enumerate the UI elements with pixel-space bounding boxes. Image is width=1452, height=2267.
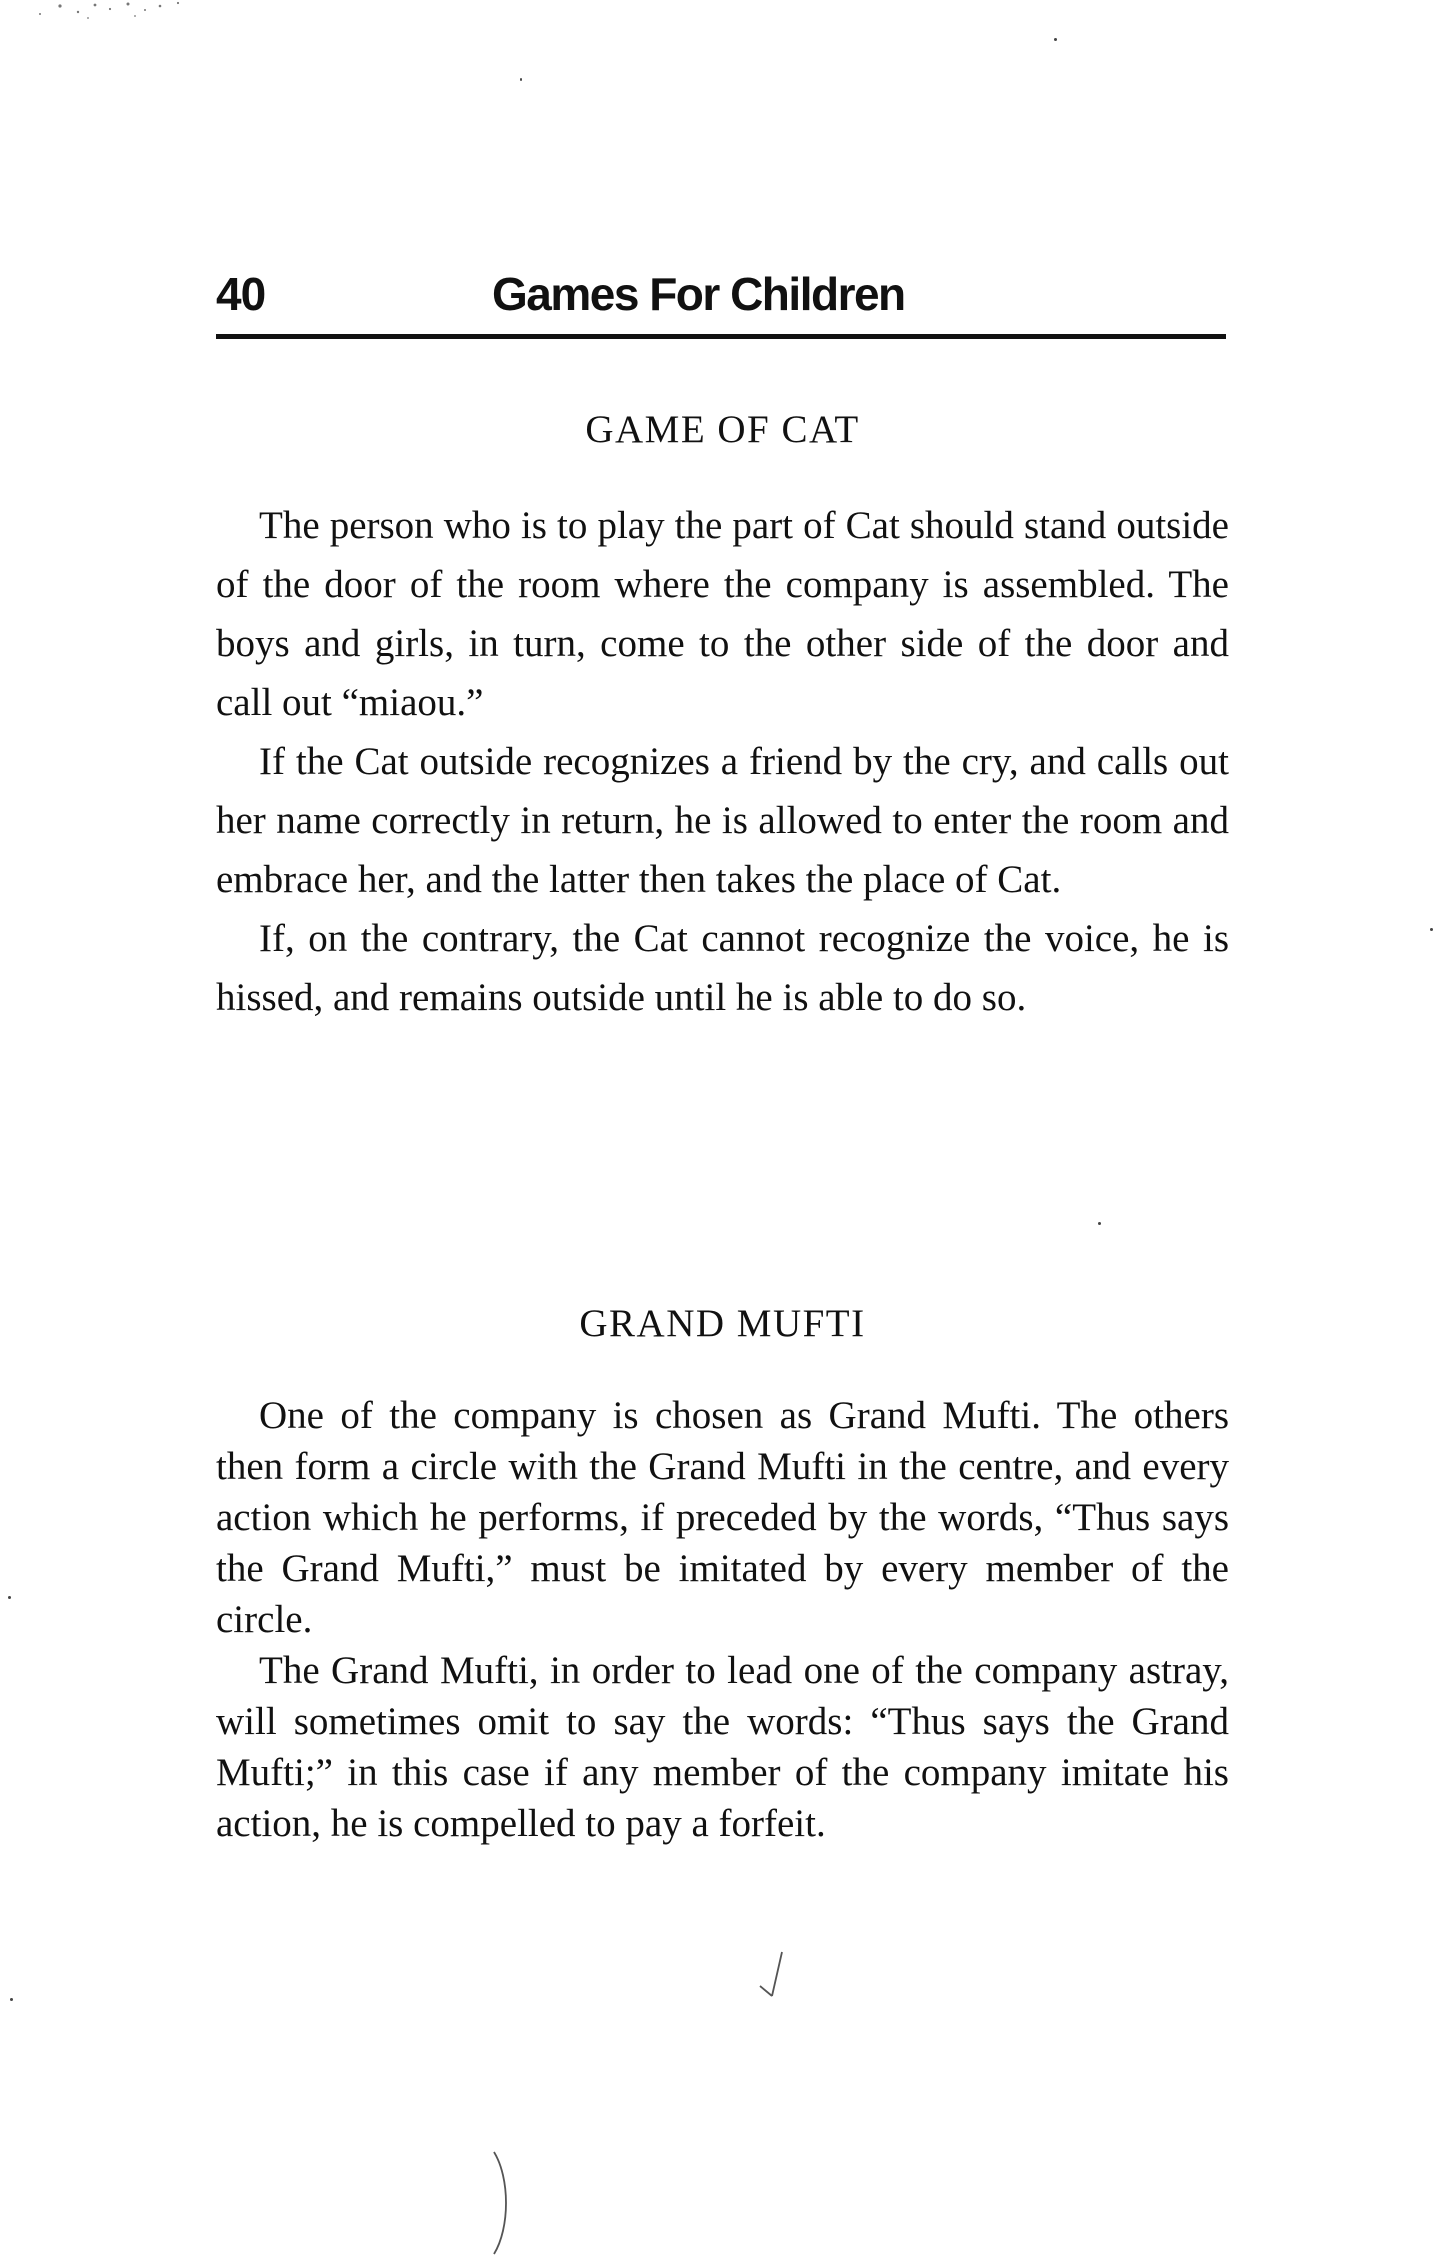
scan-speck [10, 1998, 13, 2001]
running-header [216, 262, 1226, 334]
paragraph: The Grand Mufti, in order to lead one of the company astray, will sometimes omit to say the words: “Thus says the Grand Mufti;” in this case if any member of the company imitate his action, he is compelled to pay a forfeit. [216, 1649, 1229, 1845]
pencil-bracket-mark [488, 2148, 518, 2258]
page-number: 40 [216, 268, 266, 320]
paragraph: If the Cat outside recognizes a friend by the cry, and calls out her name correctly in return, he is allowed to enter the room and embrace her, and the latter then takes the place of Cat. [216, 740, 1229, 901]
pencil-check-mark [752, 1948, 792, 2004]
scan-speck [520, 78, 522, 81]
paragraph: The person who is to play the part of Cat should stand outside of the door of the room where the company is assembled. The boys and girls, in turn, come to the other side of the door and call out “miaou.” [216, 504, 1229, 724]
header-rule [216, 334, 1226, 339]
section-title: GAME OF CAT [585, 408, 860, 451]
section-title: GRAND MUFTI [579, 1302, 866, 1345]
section-game-of-cat [216, 404, 1229, 1027]
paragraph: If, on the contrary, the Cat cannot recognize the voice, he is hissed, and remains outside until he is able to do so. [216, 917, 1229, 1019]
scan-speck [1054, 38, 1057, 41]
scan-speck [1098, 1222, 1101, 1225]
running-title: Games For Children [492, 268, 905, 320]
section-grand-mufti [216, 1298, 1229, 1849]
scan-speck [1430, 928, 1433, 931]
scan-speck [8, 1596, 11, 1599]
paragraph: One of the company is chosen as Grand Mufti. The others then form a circle with the Grand Mufti in the centre, and every action which he performs, if preceded by the words, “Thus says the Grand Mufti,” must be imitated by every member of the circle. [216, 1394, 1229, 1641]
scan-smudge [0, 0, 220, 40]
